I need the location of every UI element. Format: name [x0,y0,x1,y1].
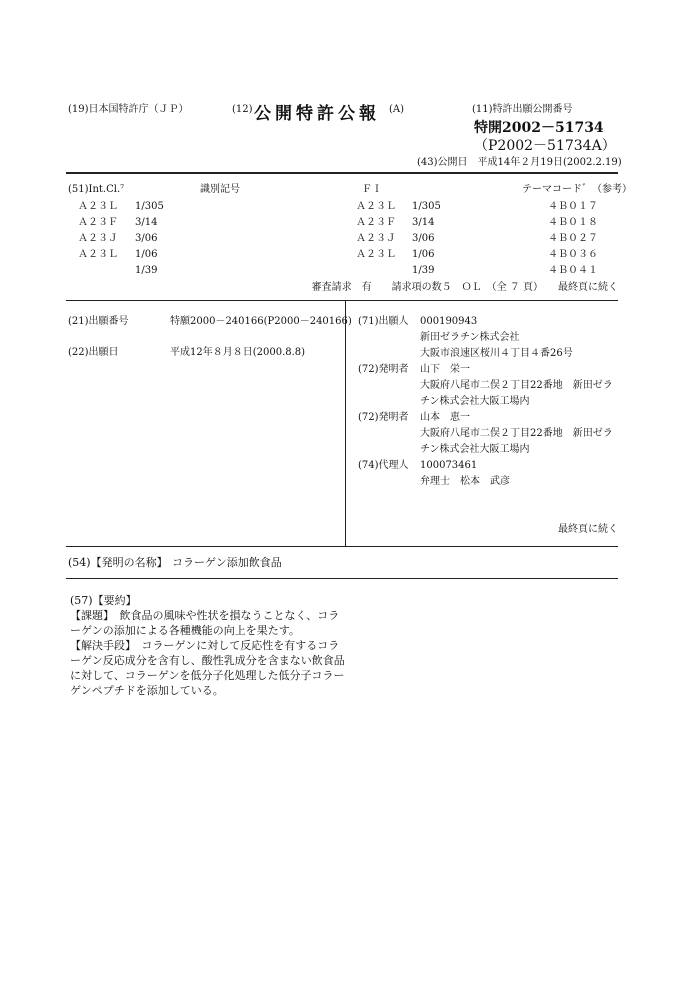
theme-code-column-header: テーマコード゛（参考） [522,184,632,195]
invention-title-label: (54)【発明の名称】 [68,556,168,569]
invention-title: コラーゲン添加飲食品 [172,556,282,569]
abstract-line: 【課題】 飲食品の風味や性状を損なうことなく、コラ [70,609,340,622]
abstract-line: ゲンペプチドを添加している。 [70,684,224,697]
abstract [70,593,345,698]
abstract-line: ーゲンの添加による各種機能の向上を果たす。 [70,624,300,637]
abstract-heading: (57)【要約】 [70,594,137,607]
header-rule [66,172,618,174]
theme-code: ４Ｂ０１８ [548,217,598,228]
agent-label: (74)代理人 [358,460,409,471]
fi-class-number: 3/14 [412,217,435,228]
intcl-column-header: (51)Int.Cl.⁷ [68,184,125,195]
classification-rule [66,300,618,301]
application-number-label: (21)出願番号 [68,316,129,327]
classification-row [0,264,700,280]
classification-header [0,183,700,199]
application-number: 特願2000－240166(P2000－240166) [170,316,352,327]
class-number: 3/14 [135,217,158,228]
inventor-name: 山下 栄一 [420,364,470,375]
fi-class-number: 1/39 [412,265,435,276]
theme-code: ４Ｂ０３６ [548,249,598,260]
examination-status: 審査請求 有 請求項の数５ ＯＬ （全 ７ 頁） 最終頁に続く [311,282,618,293]
fi-class-number: 1/305 [412,201,441,212]
inventor-name: 山本 恵一 [420,412,470,423]
fi-class-code: Ａ２３Ｌ [356,201,396,212]
column-divider [345,301,346,546]
classification-row [0,200,700,216]
fi-class-code: Ａ２３Ｆ [356,217,396,228]
class-number: 1/39 [135,265,158,276]
inventor-label: (72)発明者 [358,364,409,375]
kind-prefix: (12) [232,104,253,115]
class-number: 1/305 [135,201,164,212]
theme-code: ４Ｂ０２７ [548,233,598,244]
application-date-label: (22)出願日 [68,347,119,358]
class-number: 1/06 [135,249,158,260]
applicant-name: 新田ゼラチン株式会社 [420,332,520,343]
classification-row [0,232,700,248]
inventor-address: 大阪府八尾市二俣２丁目22番地 新田ゼラ [420,380,613,391]
continued-note: 最終頁に続く [558,524,618,535]
abstract-line: 【解決手段】 コラーゲンに対して反応性を有するコラ [70,639,340,652]
applicant-code: 000190943 [420,316,478,327]
bibliographic-rule [66,546,618,547]
publication-number-alt: （P2002－51734A） [474,138,616,154]
theme-code: ４Ｂ０４１ [548,265,598,276]
inventor-address: チン株式会社大阪工場内 [420,444,530,455]
agent-name: 弁理士 松本 武彦 [420,476,510,487]
fi-class-number: 1/06 [412,249,435,260]
class-code: Ａ２３Ｌ [78,249,118,260]
fi-class-code: Ａ２３Ｌ [356,249,396,260]
class-code: Ａ２３Ｆ [78,217,118,228]
inventor-address: 大阪府八尾市二俣２丁目22番地 新田ゼラ [420,428,613,439]
document-kind-title: 公開特許公報 [254,104,380,124]
fi-class-code: Ａ２３Ｊ [356,233,396,244]
classification-row [0,248,700,264]
classification-row [0,216,700,232]
agent-code: 100073461 [420,460,478,471]
fi-class-number: 3/06 [412,233,435,244]
applicant-label: (71)出願人 [358,316,409,327]
publication-date: (43)公開日 平成14年２月19日(2002.2.19) [417,157,622,168]
publication-number-label: (11)特許出願公開番号 [472,104,573,115]
applicant-address: 大阪市浪速区桜川４丁目４番26号 [420,348,573,359]
application-date: 平成12年８月８日(2000.8.8) [170,347,306,358]
class-code: Ａ２３Ｊ [78,233,118,244]
patent-office: (19)日本国特許庁（ＪＰ） [68,104,189,115]
identification-column-header: 識別記号 [200,184,240,195]
title-rule [66,578,618,579]
abstract-line: に対して、コラーゲンを低分子化処理した低分子コラー [70,669,345,682]
inventor-address: チン株式会社大阪工場内 [420,396,530,407]
theme-code: ４Ｂ０１７ [548,201,598,212]
class-number: 3/06 [135,233,158,244]
abstract-line: ーゲン反応成分を含有し、酸性乳成分を含まない飲食品 [70,654,345,667]
kind-code: (A) [389,104,405,115]
publication-number: 特開2002－51734 [474,120,604,136]
inventor-label: (72)発明者 [358,412,409,423]
class-code: Ａ２３Ｌ [78,201,118,212]
fi-column-header: ＦＩ [362,184,382,195]
